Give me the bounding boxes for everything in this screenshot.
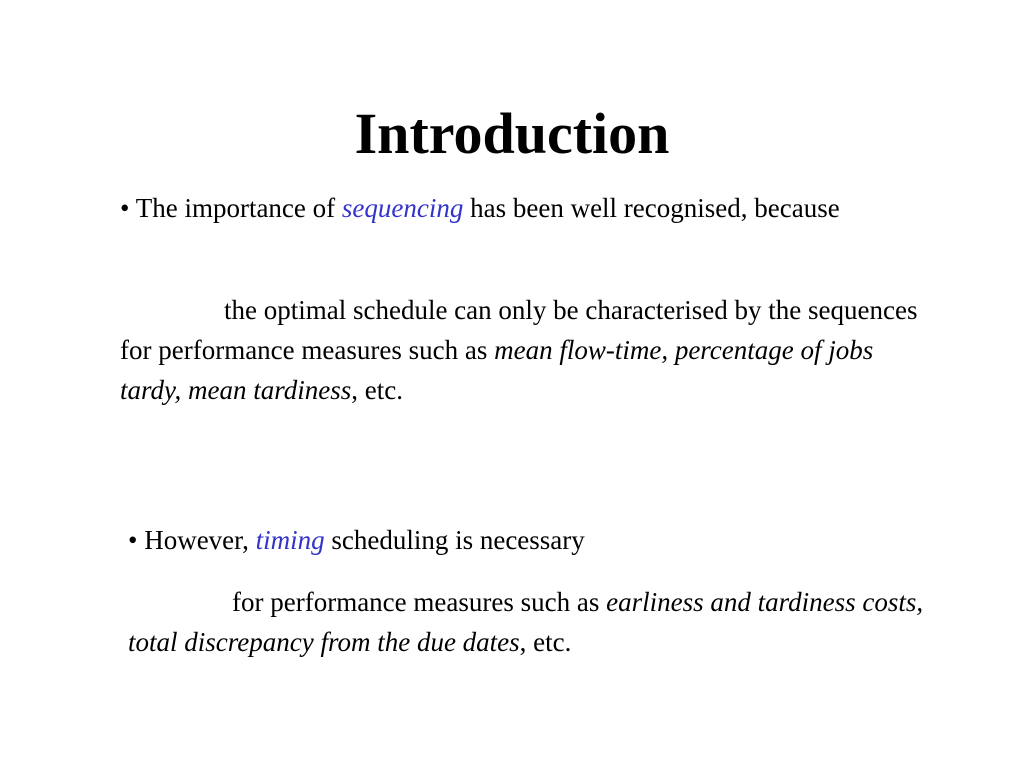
slide-title: Introduction bbox=[354, 101, 670, 166]
bullet-marker: • bbox=[128, 525, 138, 555]
detail-sequencing bbox=[120, 290, 930, 410]
measures-italic: earliness and tardiness costs, total discrepancy from the due dates bbox=[128, 587, 924, 657]
detail-text-post: , etc. bbox=[351, 375, 403, 405]
bullet-sequencing bbox=[120, 188, 930, 228]
highlight-term-sequencing: sequencing bbox=[341, 193, 464, 223]
bullet-marker: • bbox=[120, 193, 130, 223]
detail-text-pre: the optimal schedule can only be characterised by the sequences for performance measures such as bbox=[120, 295, 918, 365]
bullet-text-pre: However, bbox=[144, 525, 249, 555]
bullet-text-post: has been well recognised, because bbox=[470, 193, 840, 223]
detail-timing bbox=[128, 582, 928, 662]
bullet-timing bbox=[128, 520, 928, 560]
bullet-text-post: scheduling is necessary bbox=[331, 525, 585, 555]
bullet-text-pre: The importance of bbox=[135, 193, 336, 223]
highlight-term-timing: timing bbox=[255, 525, 325, 555]
detail-text-pre: for performance measures such as bbox=[232, 587, 600, 617]
measures-italic: mean flow-time, percentage of jobs tardy, mean tardiness bbox=[120, 335, 874, 405]
detail-text-post: , etc. bbox=[519, 627, 572, 657]
